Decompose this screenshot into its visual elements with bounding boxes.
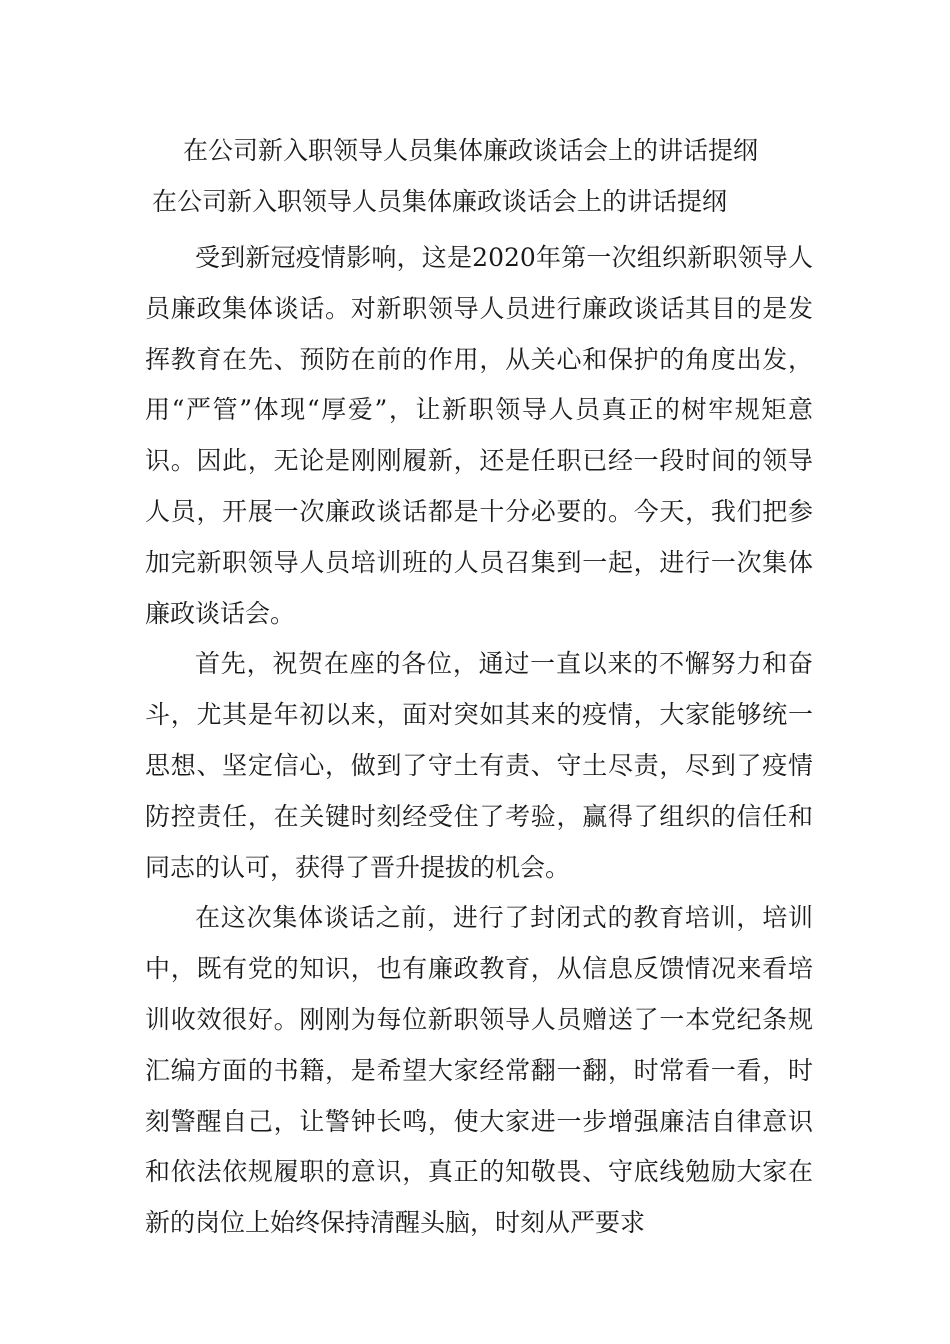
- document-subtitle: 在公司新入职领导人员集体廉政谈话会上的讲话提纲: [152, 187, 728, 216]
- document-title: 在公司新入职领导人员集体廉政谈话会上的讲话提纲: [183, 136, 759, 165]
- paragraph-1: 受到新冠疫情影响，这是2020年第一次组织新职领导人员廉政集体谈话。对新职领导人员进行廉政谈话其目的是发挥教育在先、预防在前的作用，从关心和保护的角度出发，用“严管”体现“厚爱”，让新职领导人员真正的树牢规矩意识。因此，无论是刚刚履新，还是任职已经一段时间的领导人员，开展一次廉政谈话都是十分必要的。今天，我们把参加完新职领导人员培训班的人员召集到一起，进行一次集体廉政谈话会。: [145, 243, 813, 628]
- paragraph-3: 在这次集体谈话之前，进行了封闭式的教育培训，培训中，既有党的知识，也有廉政教育，从信息反馈情况来看培训收效很好。刚刚为每位新职领导人员赠送了一本党纪条规汇编方面的书籍，是希望大家经常翻一翻，时常看一看，时刻警醒自己，让警钟长鸣，使大家进一步增强廉洁自律意识和依法依规履职的意识，真正的知敬畏、守底线勉励大家在新的岗位上始终保持清醒头脑，时刻从严要求: [145, 903, 813, 1238]
- document-body: [145, 233, 813, 1249]
- paragraph-2: 首先，祝贺在座的各位，通过一直以来的不懈努力和奋斗，尤其是年初以来，面对突如其来的疫情，大家能够统一思想、坚定信心，做到了守土有责、守土尽责，尽到了疫情防控责任，在关键时刻经受住了考验，赢得了组织的信任和同志的认可，获得了晋升提拔的机会。: [145, 649, 813, 882]
